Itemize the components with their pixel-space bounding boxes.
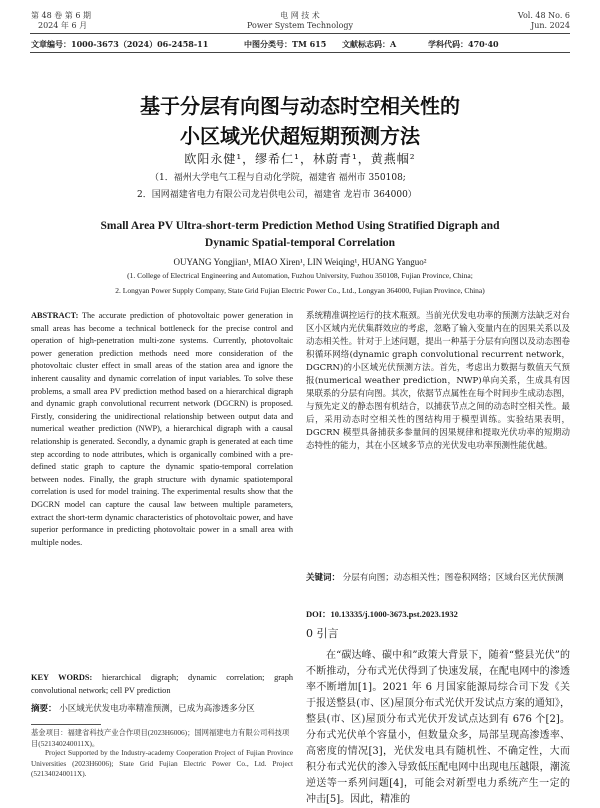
keywords-cn [306,572,570,585]
affiliation-en-1: (1. College of Electrical Engineering and Automation, Fuzhou University, Fuzhou 350108, Fujian Province, China; [127,271,473,280]
title-cn-line2: 小区域光伏超短期预测方法 [180,124,420,148]
abstract-cn-continued: 系统精准调控运行的技术瓶颈。当前光伏发电功率的预测方法缺乏对台区小区域内光伏集群效应的考虑，忽略了输入变量内在的因果关系以及动态相关性。针对于上述问题，提出一种基于分层有向图以及动态图卷积循环网络(dynamic graph convolutional recurrent network，DGCRN)的小区域光伏预测方法。首先，考虑出力数据与数值天气预报(numerical weather prediction，NWP)单向关系，生成具有因果联系的分层有向图。其次，依据节点属性在每个时间步生成动态图，与预先定义的静态图有机结合，以捕获节点之间的动态时空相关性。最后，采用动态时空相关性的图结构用于模型训练。实验结果表明，DGCRN 模型具备捕获多参量间的因果规律和提取光伏功率的短期动态特性的能力，其在小区域多节点的光伏发电功率预测性能优越。 [306,311,570,451]
subject-code: 学科代码：470·40 [428,39,499,49]
abstract-en-text: The accurate prediction of photovoltaic power generation in small areas has become a technical bottleneck for the precise control and operation of high-penetration multi-zone systems. Currently, photovoltaic power generation prediction methods need more consideration of the photovoltaic cluster effect in small areas of the station area and ignore the inherent causality and dynamic correlation of input variables. To solve these problems, a small area PV prediction method based on a hierarchical digraph and dynamic graph convolutional recurrent network (DGCRN) is proposed. Firstly, considering the unidirectional relationship between output data and numerical weather prediction (NWP), a hierarchical digraph with a causal relationship is generated. Secondly, a dynamic graph is generated at each time step according to node attributes, which is organically combined with a pre-defined static graph to capture the dynamic spatio-temporal correlation between nodes. Finally, the graph structure with dynamic spatiotemporal correlation is used for model training. The experimental results show that the DGCRN model can capture the causal law between multiple parameters, extract the short-term dynamic characteristics of photovoltaic power, and have superior performance in predicting photovoltaic power in a small area with multiple nodes. [31,311,293,547]
header-date-en: Jun. 2024 [531,21,570,30]
intro-paragraph: 在“碳达峰、碳中和”政策大背景下，随着“整县光伏”的不断推动，分布式光伏得到了快速发展，在配电网中的渗透率不断增加[1]。2021 年 6 月国家能源局综合司下发《关于报送整县(市、区)屋顶分布式光伏开发试点方案的通知》，整县(市、区)屋顶分布式光伏开发试点达到有 676 个[2]。分布式光伏单个容量小，但数量众多，局部呈现高渗透率、高密度的情况[3]，光伏发电具有随机性、不确定性，大而积分布式光伏的渗入导致低压配电网中出现电压越限，潮流逆送等一系列问题[4]，可能会对新型电力系统产生一定的冲击[5]。因此，精准的 [306,650,570,805]
header-journal-cn: 电 网 技 术 [280,11,320,20]
keywords-en-text: hierarchical digraph; dynamic correlation; graph convolutional network; cell PV prediction [31,673,294,695]
affiliation-en-2: 2. Longyan Power Supply Company, State Grid Fujian Electric Power Co., Ltd., Longyan 364000, Fujian Province, China) [115,286,485,295]
title-en-line1: Small Area PV Ultra-short-term Prediction Method Using Stratified Digraph and [100,220,500,232]
clc-number: 中图分类号：TM 615 [244,39,327,49]
keywords-en-label: KEY WORDS: [31,673,93,682]
keywords-en [31,672,293,697]
doi: DOI：10.13335/j.1000-3673.pst.2023.1932 [306,609,458,619]
abstract-en [31,310,293,549]
footnote-fund-en: Project Supported by the Industry-academy Cooperation Project of Fujian Province Universities (2023H6006); State Grid Fujian Electric Power Co., Ltd. Project (521340240011X). [31,748,293,778]
title-en-line2: Dynamic Spatial-temporal Correlation [204,237,396,249]
header-volume: 第 48 卷 第 6 期 [31,11,91,20]
keywords-cn-text: 分层有向图；动态相关性；图卷积网络；区域台区光伏预测 [342,573,564,583]
header-journal-en: Power System Technology [246,21,354,30]
header-date: 2024 年 6 月 [38,21,88,30]
section-heading-intro: 0 引言 [306,627,339,640]
title-cn-line1: 基于分层有向图与动态时空相关性的 [140,94,460,118]
abstract-cn-label: 摘要： [31,704,57,714]
affiliation-cn-2: 2．国网福建省电力有限公司龙岩供电公司，福建省 龙岩市 364000） [137,190,417,200]
article-number: 文章编号：1000-3673（2024）06-2458-11 [31,39,209,49]
footnote-fund-cn: 基金项目：福建省科技产业合作项目(2023H6006)；国网福建电力有限公司科技项目(521340240011X)。 [31,728,290,748]
authors-cn: 欧阳永健¹，缪希仁¹，林蔚青¹，黄燕帼² [184,152,416,166]
footnote-rule [31,724,101,725]
meta-rule [30,52,570,53]
header-vol-en: Vol. 48 No. 6 [517,11,570,20]
keywords-cn-label: 关键词： [306,573,341,583]
authors-en: OUYANG Yongjian¹, MIAO Xiren¹, LIN Weiqing¹, HUANG Yanguo² [173,257,427,267]
abstract-cn-start-text: 小区域光伏发电功率精准预测，已成为高渗透多分区 [59,704,255,714]
abstract-en-label: ABSTRACT: [31,311,79,320]
document-code: 文献标志码：A [342,39,397,49]
header-rule [30,33,570,34]
affiliation-cn-1: （1．福州大学电气工程与自动化学院，福建省 福州市 350108; [150,173,406,183]
abstract-cn-start [31,703,293,716]
